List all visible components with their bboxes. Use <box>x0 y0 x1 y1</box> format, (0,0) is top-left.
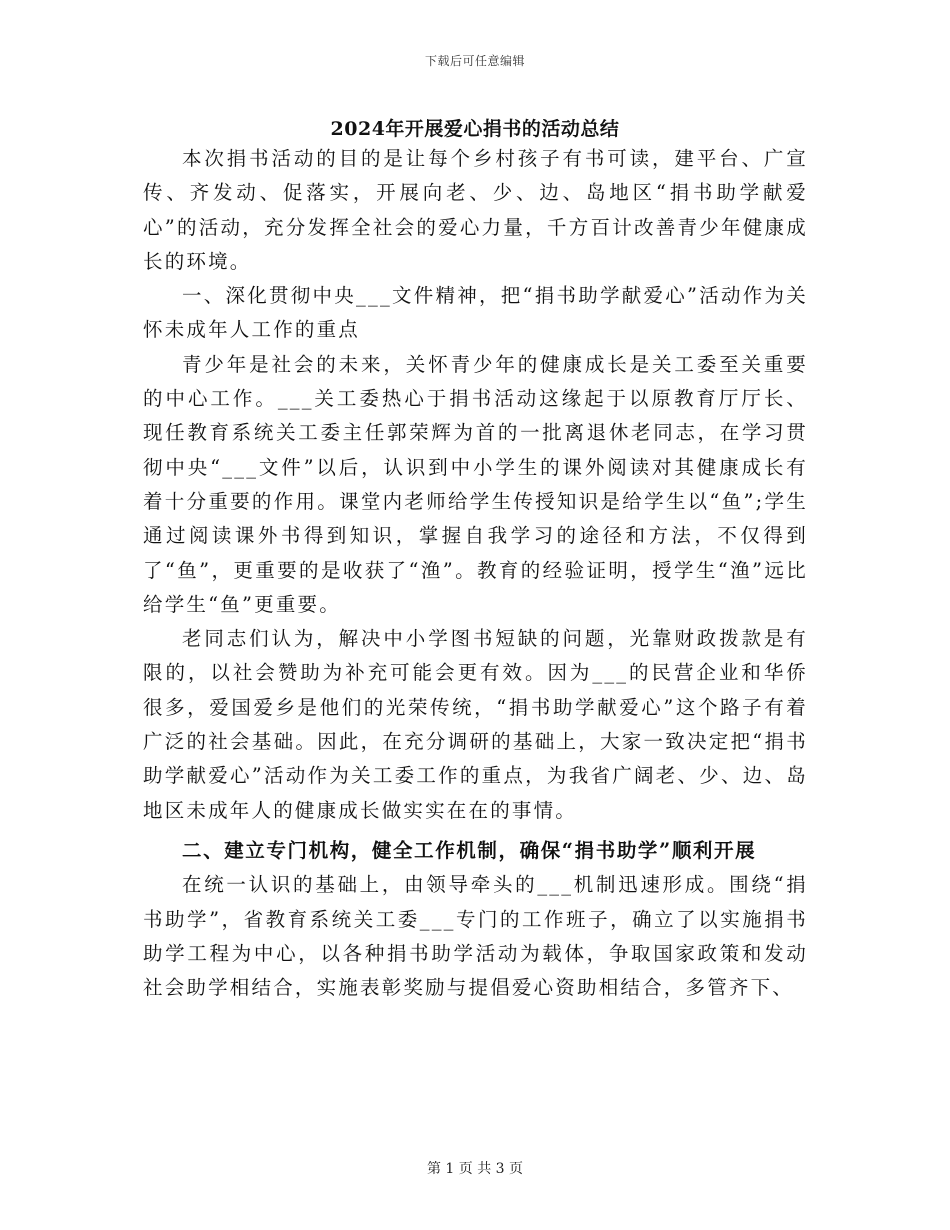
paragraph-body: 老同志们认为，解决中小学图书短缺的问题，光靠财政拨款是有限的，以社会赞助为补充可能会更有效。因为___的民营企业和华侨很多，爱国爱乡是他们的光荣传统，“捐书助学献爱心”这个路子有着广泛的社会基础。因此，在充分调研的基础上，大家一致决定把“捐书助学献爱心”活动作为关工委工作的重点，为我省广阔老、少、边、岛地区未成年人的健康成长做实实在在的事情。 <box>143 627 808 822</box>
document-body <box>143 142 808 1005</box>
paragraph-body: 青少年是社会的未来，关怀青少年的健康成长是关工委至关重要的中心工作。___关工委热心于捐书活动这缘起于以原教育厅厅长、现任教育系统关工委主任郭荣辉为首的一批离退休老同志，在学习贯彻中央“___文件”以后，认识到中小学生的课外阅读对其健康成长有着十分重要的作用。课堂内老师给学生传授知识是给学生以“鱼”;学生通过阅读课外书得到知识，掌握自我学习的途径和方法，不仅得到了“鱼”，更重要的是收获了“渔”。教育的经验证明，授学生“渔”远比给学生“鱼”更重要。 <box>143 352 808 616</box>
page-footer: 第 1 页 共 3 页 <box>426 1161 524 1177</box>
section-heading-1: 一、深化贯彻中央___文件精神，把“捐书助学献爱心”活动作为关怀未成年人工作的重点 <box>143 284 808 342</box>
paragraph-body: 在统一认识的基础上，由领导牵头的___机制迅速形成。围绕“捐书助学”，省教育系统关工委___专门的工作班子，确立了以实施捐书助学工程为中心，以各种捐书助学活动为载体，争取国家政策和发动社会助学相结合，实施表彰奖励与提倡爱心资助相结合，多管齐下、 <box>143 873 808 1000</box>
document-title: 2024年开展爱心捐书的活动总结 <box>330 118 620 140</box>
section-heading-2: 二、建立专门机构，健全工作机制，确保“捐书助学”顺利开展 <box>182 838 757 862</box>
paragraph-intro: 本次捐书活动的目的是让每个乡村孩子有书可读，建平台、广宣传、齐发动、促落实，开展向老、少、边、岛地区“捐书助学献爱心”的活动，充分发挥全社会的爱心力量，千方百计改善青少年健康成长的环境。 <box>143 147 808 273</box>
header-note: 下载后可任意编辑 <box>424 54 525 68</box>
